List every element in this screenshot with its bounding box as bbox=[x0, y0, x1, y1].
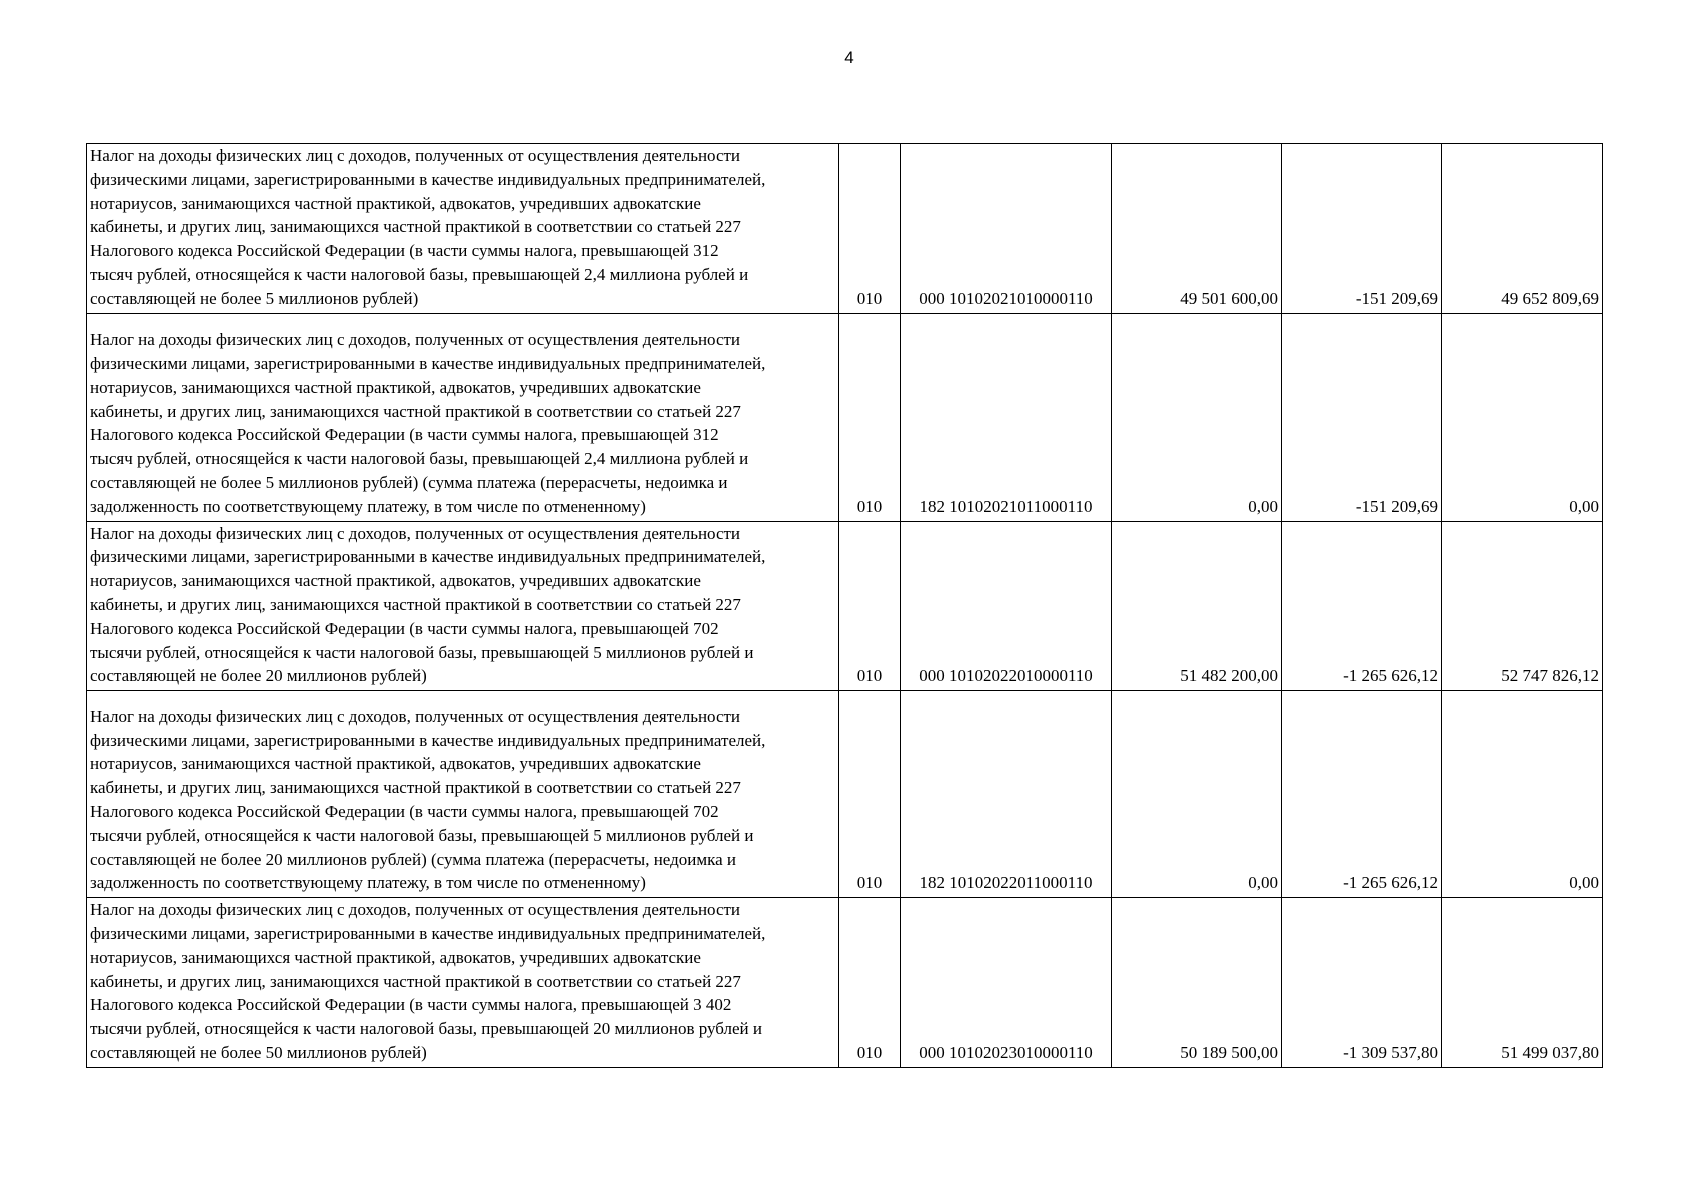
row-executed-amount: -1 265 626,12 bbox=[1282, 691, 1442, 898]
row-approved-amount: 0,00 bbox=[1112, 691, 1282, 898]
row-line-code: 010 bbox=[839, 313, 901, 521]
row-approved-amount: 49 501 600,00 bbox=[1112, 144, 1282, 314]
row-executed-amount: -151 209,69 bbox=[1282, 313, 1442, 521]
row-unexecuted-amount: 49 652 809,69 bbox=[1442, 144, 1603, 314]
row-line-code: 010 bbox=[839, 898, 901, 1068]
income-table bbox=[86, 143, 1603, 1068]
row-description: Налог на доходы физических лиц с доходов, полученных от осуществления деятельности физическими лицами, зарегистрированными в качестве индивидуальных предпринимателей, нотариусов, занимающихся частной практикой, адвокатов, учредивших адвокатские кабинеты, и других лиц, занимающихся частной практикой в соответствии со статьей 227 Налогового кодекса Российской Федерации (в части суммы налога, превышающей 312 тысяч рублей, относящейся к части налоговой базы, превышающей 2,4 миллиона рублей и составляющей не более 5 миллионов рублей) bbox=[87, 144, 839, 314]
row-executed-amount: -1 309 537,80 bbox=[1282, 898, 1442, 1068]
row-kbk-code: 182 10102022011000110 bbox=[901, 691, 1112, 898]
row-line-code: 010 bbox=[839, 521, 901, 691]
table-row bbox=[87, 521, 1603, 691]
table-row bbox=[87, 691, 1603, 898]
row-kbk-code: 000 10102023010000110 bbox=[901, 898, 1112, 1068]
row-unexecuted-amount: 52 747 826,12 bbox=[1442, 521, 1603, 691]
table-row bbox=[87, 313, 1603, 521]
row-line-code: 010 bbox=[839, 144, 901, 314]
row-description: Налог на доходы физических лиц с доходов, полученных от осуществления деятельности физическими лицами, зарегистрированными в качестве индивидуальных предпринимателей, нотариусов, занимающихся частной практикой, адвокатов, учредивших адвокатские кабинеты, и других лиц, занимающихся частной практикой в соответствии со статьей 227 Налогового кодекса Российской Федерации (в части суммы налога, превышающей 312 тысяч рублей, относящейся к части налоговой базы, превышающей 2,4 миллиона рублей и составляющей не более 5 миллионов рублей) (сумма платежа (перерасчеты, недоимка и задолженность по соответствующему платежу, в том числе по отмененному) bbox=[87, 313, 839, 521]
table-row bbox=[87, 144, 1603, 314]
row-executed-amount: -151 209,69 bbox=[1282, 144, 1442, 314]
row-description: Налог на доходы физических лиц с доходов, полученных от осуществления деятельности физическими лицами, зарегистрированными в качестве индивидуальных предпринимателей, нотариусов, занимающихся частной практикой, адвокатов, учредивших адвокатские кабинеты, и других лиц, занимающихся частной практикой в соответствии со статьей 227 Налогового кодекса Российской Федерации (в части суммы налога, превышающей 702 тысячи рублей, относящейся к части налоговой базы, превышающей 5 миллионов рублей и составляющей не более 20 миллионов рублей) bbox=[87, 521, 839, 691]
row-unexecuted-amount: 0,00 bbox=[1442, 313, 1603, 521]
row-line-code: 010 bbox=[839, 691, 901, 898]
row-unexecuted-amount: 0,00 bbox=[1442, 691, 1603, 898]
page-number: 4 bbox=[844, 48, 854, 67]
row-kbk-code: 000 10102021010000110 bbox=[901, 144, 1112, 314]
row-description: Налог на доходы физических лиц с доходов, полученных от осуществления деятельности физическими лицами, зарегистрированными в качестве индивидуальных предпринимателей, нотариусов, занимающихся частной практикой, адвокатов, учредивших адвокатские кабинеты, и других лиц, занимающихся частной практикой в соответствии со статьей 227 Налогового кодекса Российской Федерации (в части суммы налога, превышающей 3 402 тысячи рублей, относящейся к части налоговой базы, превышающей 20 миллионов рублей и составляющей не более 50 миллионов рублей) bbox=[87, 898, 839, 1068]
row-kbk-code: 000 10102022010000110 bbox=[901, 521, 1112, 691]
row-unexecuted-amount: 51 499 037,80 bbox=[1442, 898, 1603, 1068]
table-row bbox=[87, 898, 1603, 1068]
row-approved-amount: 50 189 500,00 bbox=[1112, 898, 1282, 1068]
row-approved-amount: 51 482 200,00 bbox=[1112, 521, 1282, 691]
row-kbk-code: 182 10102021011000110 bbox=[901, 313, 1112, 521]
row-executed-amount: -1 265 626,12 bbox=[1282, 521, 1442, 691]
row-approved-amount: 0,00 bbox=[1112, 313, 1282, 521]
row-description: Налог на доходы физических лиц с доходов, полученных от осуществления деятельности физическими лицами, зарегистрированными в качестве индивидуальных предпринимателей, нотариусов, занимающихся частной практикой, адвокатов, учредивших адвокатские кабинеты, и других лиц, занимающихся частной практикой в соответствии со статьей 227 Налогового кодекса Российской Федерации (в части суммы налога, превышающей 702 тысячи рублей, относящейся к части налоговой базы, превышающей 5 миллионов рублей и составляющей не более 20 миллионов рублей) (сумма платежа (перерасчеты, недоимка и задолженность по соответствующему платежу, в том числе по отмененному) bbox=[87, 691, 839, 898]
